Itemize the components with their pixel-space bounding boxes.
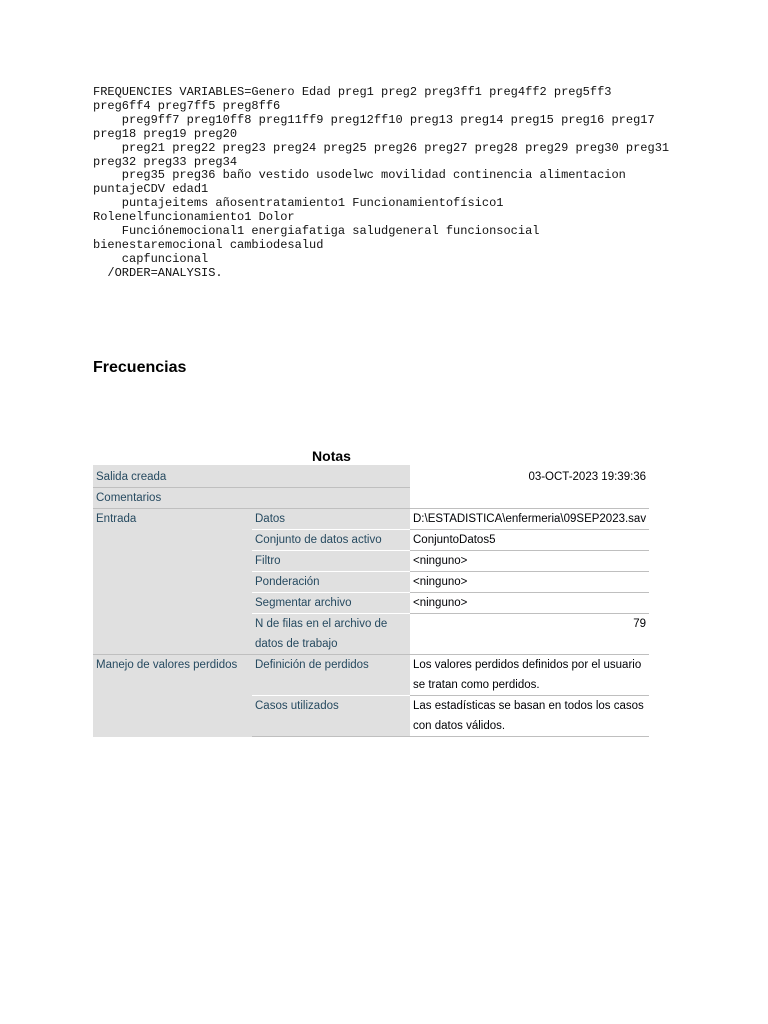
- row-label-ponderacion: Ponderación: [252, 572, 410, 593]
- table-row: [93, 509, 649, 530]
- syntax-line: /ORDER=ANALYSIS.: [93, 265, 223, 280]
- n-filas-value: 79: [410, 614, 649, 655]
- row-label-segmentar-archivo: Segmentar archivo: [252, 593, 410, 614]
- table-title: Notas: [312, 448, 351, 464]
- syntax-line: preg18 preg19 preg20: [93, 126, 238, 141]
- syntax-line: preg6ff4 preg7ff5 preg8ff6: [93, 98, 281, 113]
- section-title: Frecuencias: [93, 359, 187, 376]
- syntax-line: Funciónemocional1 energiafatiga saludgeneral funcionsocial: [93, 224, 540, 239]
- syntax-line: preg21 preg22 preg23 preg24 preg25 preg26 preg27 preg28 preg29 preg30 preg31: [93, 140, 670, 155]
- syntax-line: puntajeitems añosentratamiento1 Funcionamientofísico1: [93, 196, 504, 211]
- salida-creada-value: 03-OCT-2023 19:39:36: [410, 465, 649, 488]
- syntax-line: Rolenelfuncionamiento1 Dolor: [93, 210, 295, 225]
- table-row: [93, 465, 649, 488]
- syntax-line: preg35 preg36 baño vestido usodelwc movilidad continencia alimentacion: [93, 168, 626, 183]
- conjunto-datos-value: ConjuntoDatos5: [410, 530, 649, 551]
- syntax-line: preg32 preg33 preg34: [93, 154, 238, 169]
- group-label-entrada: Entrada: [93, 509, 252, 655]
- row-label-conjunto-datos: Conjunto de datos activo: [252, 530, 410, 551]
- row-label-definicion-perdidos: Definición de perdidos: [252, 655, 410, 696]
- syntax-line: puntajeCDV edad1: [93, 182, 209, 197]
- table-row: [93, 655, 649, 696]
- notas-table: [93, 465, 649, 737]
- row-label-salida-creada: Salida creada: [93, 465, 410, 488]
- segmentar-archivo-value: <ninguno>: [410, 593, 649, 614]
- definicion-perdidos-value: Los valores perdidos definidos por el usuario se tratan como perdidos.: [410, 655, 649, 696]
- syntax-line: FREQUENCIES VARIABLES=Genero Edad preg1 preg2 preg3ff1 preg4ff2 preg5ff3: [93, 85, 612, 99]
- syntax-block: [93, 86, 669, 281]
- filtro-value: <ninguno>: [410, 551, 649, 572]
- group-label-manejo-perdidos: Manejo de valores perdidos: [93, 655, 252, 737]
- syntax-line: preg9ff7 preg10ff8 preg11ff9 preg12ff10 preg13 preg14 preg15 preg16 preg17: [93, 112, 655, 127]
- row-label-casos-utilizados: Casos utilizados: [252, 696, 410, 737]
- syntax-line: capfuncional: [93, 251, 209, 266]
- casos-utilizados-value: Las estadísticas se basan en todos los casos con datos válidos.: [410, 696, 649, 737]
- syntax-line: bienestaremocional cambiodesalud: [93, 237, 324, 252]
- comentarios-value: [410, 488, 649, 509]
- ponderacion-value: <ninguno>: [410, 572, 649, 593]
- row-label-filtro: Filtro: [252, 551, 410, 572]
- row-label-datos: Datos: [252, 509, 410, 530]
- row-label-comentarios: Comentarios: [93, 488, 410, 509]
- table-row: [93, 488, 649, 509]
- datos-value: D:\ESTADISTICA\enfermeria\09SEP2023.sav: [410, 509, 649, 530]
- row-label-n-filas: N de filas en el archivo de datos de trabajo: [252, 614, 410, 655]
